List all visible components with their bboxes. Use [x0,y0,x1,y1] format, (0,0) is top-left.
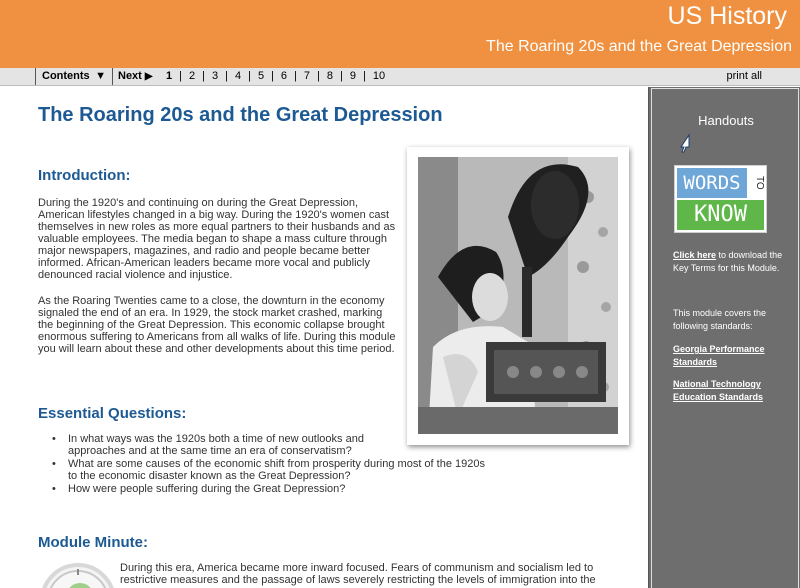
intro-paragraph-1: During the 1920's and continuing on during the Great Depression, American lifestyles changed in a big way. During the 1920's women cast themselves in new roles as more equal partners to their husbands and as valuable employees. The media began to shape a mass culture through major newspapers, magazines, and radio and people became better informed. African-American leaders became more vocal and publicly denounced racial violence and injustice. [38,197,396,281]
caret-down-icon: ▼ [95,70,106,82]
page-link[interactable]: 7 [303,70,311,82]
main-content [0,87,648,588]
ntes-standards-link[interactable] [673,378,793,404]
woman-with-radio-photo [418,157,618,434]
contents-label: Contents [42,70,90,82]
nav-divider: | [340,70,343,82]
click-here-link[interactable]: Click here [673,250,717,260]
module-title: The Roaring 20s and the Great Depression [486,38,792,55]
next-label: Next [118,70,142,82]
list-item: • What are some causes of the economic shift from prosperity during most of the 1920s to the economic disaster known as the Great Depression? [68,458,493,482]
page-link[interactable]: 9 [349,70,356,82]
module-navbar [0,68,800,86]
ntes-standards-link-label[interactable]: National Technology Education Standards [673,379,764,402]
next-button[interactable] [118,68,153,85]
essential-questions-heading: Essential Questions: [38,405,187,422]
page-link[interactable]: 4 [234,70,242,82]
sidebar-panel [651,88,799,588]
page-link[interactable]: 3 [211,70,219,82]
nav-divider: | [294,70,297,82]
page-link[interactable]: 2 [188,70,196,82]
page-link[interactable]: 6 [280,70,288,82]
nav-divider: | [225,70,228,82]
module-minute-heading: Module Minute: [38,534,148,551]
page-title: The Roaring 20s and the Great Depression [38,104,443,126]
handouts-sidebar [648,87,800,588]
photo-frame [407,147,629,445]
nav-divider: | [317,70,320,82]
georgia-standards-link-label[interactable]: Georgia Performance Standards [673,344,765,367]
page-link[interactable]: 8 [326,70,334,82]
page-link[interactable]: 5 [257,70,265,82]
module-minute-clock-icon [40,563,116,588]
play-arrow-icon: ▶ [144,71,153,82]
site-title: US History [667,2,787,30]
wtk-know: KNOW [677,200,764,230]
download-key-terms-text [673,249,793,275]
list-item: • How were people suffering during the Great Depression? [68,483,528,495]
nav-divider: | [179,70,182,82]
print-all-link[interactable]: print all [726,70,762,82]
wtk-to: TO [754,176,765,190]
page-links [166,68,385,85]
list-item: • In what ways was the 1920s both a time of new outlooks and approaches and at the same time an era of conservatism? [68,433,368,457]
words-to-know-button[interactable] [674,165,767,233]
georgia-standards-link[interactable] [673,343,793,369]
contents-dropdown[interactable] [35,68,113,85]
standards-intro: This module covers the following standards: [673,308,767,331]
mouse-cursor-icon [677,133,691,153]
intro-heading: Introduction: [38,167,131,184]
nav-divider: | [248,70,251,82]
essential-questions-list [68,433,528,496]
page-link[interactable]: 10 [372,70,386,82]
wtk-words: WORDS [677,168,747,198]
site-header [0,0,800,68]
page-link[interactable]: 1 [166,70,173,82]
nav-divider: | [363,70,366,82]
nav-divider: | [202,70,205,82]
module-minute-text: During this era, America became more inward focused. Fears of communism and socialism led to restrictive measures and the passage of laws severely restricting the levels of immigration into the [120,562,596,586]
intro-paragraph-2: As the Roaring Twenties came to a close, the downturn in the economy signaled the end of an era. In 1929, the stock market crashed, marking the beginning of the Great Depression. This economic collapse brought enormous suffering to Americans from all walks of life. During this module you will learn about these and other developments about this time period. [38,295,396,355]
nav-divider: | [271,70,274,82]
handouts-title: Handouts [698,113,754,128]
download-text: to download the Key Terms for this Module. [673,250,783,273]
